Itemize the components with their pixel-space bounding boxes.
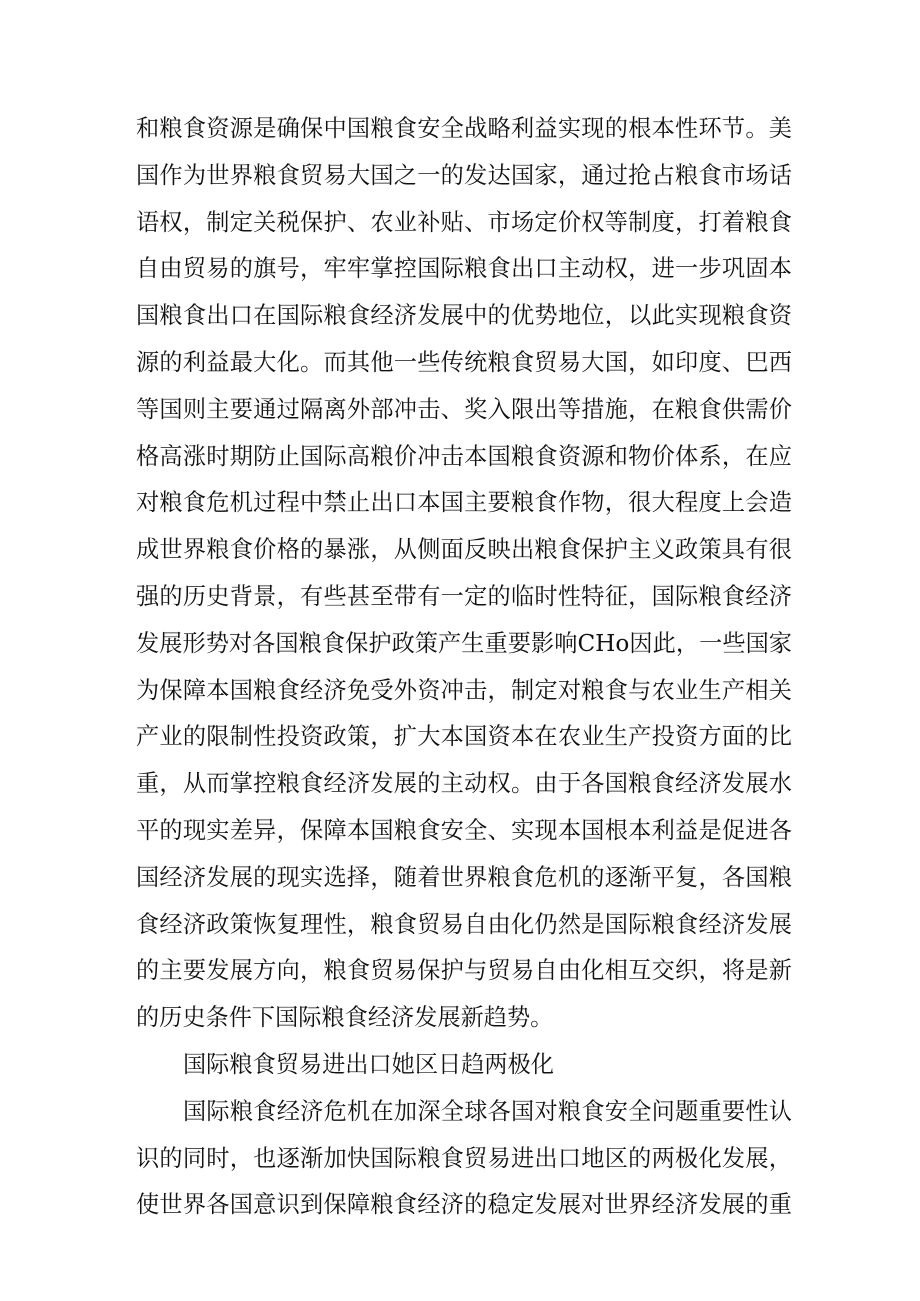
paragraph-line: 食经济政策恢复理性，粮食贸易自由化仍然是国际粮食经济发展: [136, 910, 792, 938]
paragraph-line: 成世界粮食价格的暴涨，从侧面反映出粮食保护主义政策具有很: [136, 536, 792, 564]
paragraph-line: 强的历史背景，有些甚至带有一定的临时性特征，国际粮食经济: [136, 582, 792, 610]
paragraph-line: 源的利益最大化。而其他一些传统粮食贸易大国，如印度、巴西: [136, 348, 792, 376]
paragraph-line: 发展形势对各国粮食保护政策产生重要影响CHo因此，一些国家: [136, 629, 792, 657]
paragraph-line: 国粮食出口在国际粮食经济发展中的优势地位，以此实现粮食资: [136, 302, 792, 330]
paragraph-line: 产业的限制性投资政策，扩大本国资本在农业生产投资方面的比: [136, 723, 792, 751]
paragraph-line: 格高涨时期防止国际高粮价冲击本国粮食资源和物价体系，在应: [136, 442, 792, 470]
paragraph-line: 国际粮食经济危机在加深全球各国对粮食安全问题重要性认: [183, 1097, 792, 1125]
paragraph-1: [136, 106, 792, 1042]
paragraph-line: 自由贸易的旗号，牢牢掌控国际粮食出口主动权，进一步巩固本: [136, 255, 792, 283]
paragraph-line: 平的现实差异，保障本国粮食安全、实现本国根本利益是促进各: [136, 816, 792, 844]
paragraph-line: 国作为世界粮食贸易大国之一的发达国家，通过抢占粮食市场话: [136, 161, 792, 189]
paragraph-line: 为保障本国粮食经济免受外资冲击，制定对粮食与农业生产相关: [136, 676, 792, 704]
document-body: [136, 106, 792, 1229]
paragraph-line: 重，从而掌控粮食经济发展的主动权。由于各国粮食经济发展水: [136, 770, 792, 798]
paragraph-line: 识的同时，也逐渐加快国际粮食贸易进出口地区的两极化发展，: [136, 1144, 792, 1172]
paragraph-line: 对粮食危机过程中禁止出口本国主要粮食作物，很大程度上会造: [136, 489, 792, 517]
paragraph-line: 的历史条件下国际粮食经济发展新趋势。: [136, 1004, 554, 1032]
paragraph-line: 语权，制定关税保护、农业补贴、市场定价权等制度，打着粮食: [136, 208, 792, 236]
paragraph-line: 等国则主要通过隔离外部冲击、奖入限出等措施，在粮食供需价: [136, 395, 792, 423]
paragraph-line: 和粮食资源是确保中国粮食安全战略利益实现的根本性环节。美: [136, 115, 792, 142]
paragraph-2: [136, 1089, 792, 1229]
paragraph-line: 的主要发展方向，粮食贸易保护与贸易自由化相互交织，将是新: [136, 957, 792, 985]
paragraph-line: 国经济发展的现实选择，随着世界粮食危机的逐渐平复，各国粮: [136, 863, 792, 891]
paragraph-line: 使世界各国意识到保障粮食经济的稳定发展对世界经济发展的重: [136, 1191, 792, 1219]
section-heading: 国际粮食贸易进出口她区日趋两极化: [183, 1050, 554, 1078]
